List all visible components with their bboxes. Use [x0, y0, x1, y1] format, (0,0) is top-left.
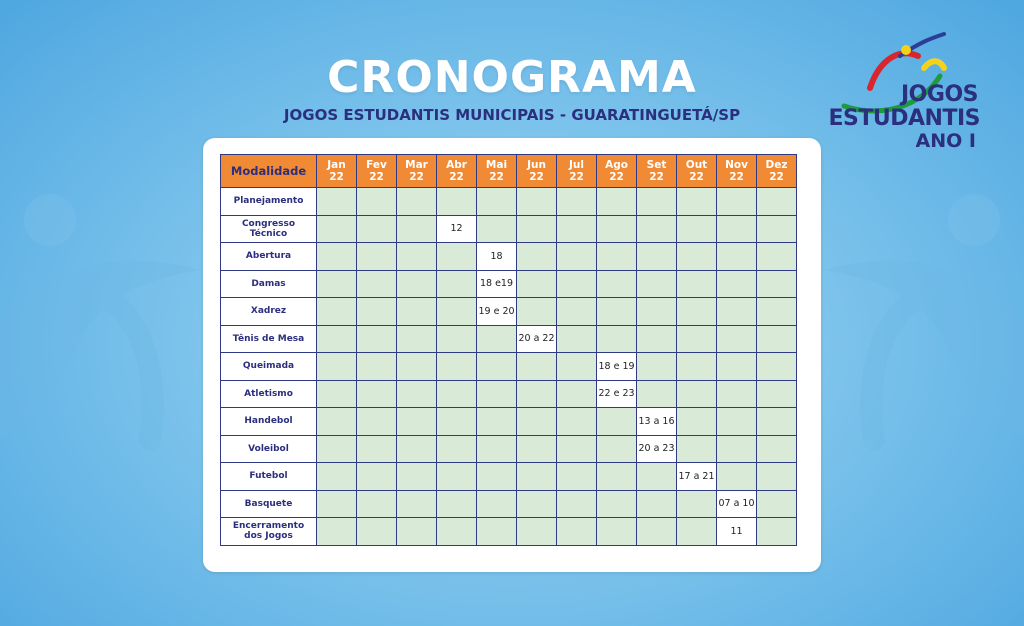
logo-line-1: JOGOS — [901, 82, 978, 107]
empty-month-cell — [637, 215, 677, 243]
modality-label — [221, 353, 317, 381]
empty-month-cell — [757, 490, 797, 518]
empty-month-cell — [677, 215, 717, 243]
empty-month-cell — [517, 243, 557, 271]
schedule-row — [221, 188, 797, 216]
empty-month-cell — [517, 270, 557, 298]
month-year: 22 — [329, 171, 344, 183]
modality-label-line: Handebol — [244, 416, 293, 427]
empty-month-cell — [677, 518, 717, 546]
month-header — [677, 155, 717, 188]
empty-month-cell — [637, 380, 677, 408]
empty-month-cell — [557, 380, 597, 408]
empty-month-cell — [357, 408, 397, 436]
empty-month-cell — [637, 270, 677, 298]
empty-month-cell — [317, 325, 357, 353]
empty-month-cell — [597, 435, 637, 463]
modality-label-line: Queimada — [242, 361, 295, 372]
empty-month-cell — [597, 408, 637, 436]
empty-month-cell — [477, 353, 517, 381]
month-year: 22 — [689, 171, 704, 183]
empty-month-cell — [717, 188, 757, 216]
modality-label — [221, 270, 317, 298]
empty-month-cell — [357, 243, 397, 271]
schedule-rows — [221, 188, 797, 546]
empty-month-cell — [677, 408, 717, 436]
empty-month-cell — [357, 435, 397, 463]
month-name: Jan — [327, 159, 346, 171]
modality-label — [221, 215, 317, 243]
empty-month-cell — [397, 490, 437, 518]
event-date-cell: 18 e 19 — [597, 353, 637, 381]
modality-label-line: Abertura — [245, 251, 292, 262]
month-year: 22 — [369, 171, 384, 183]
empty-month-cell — [757, 215, 797, 243]
empty-month-cell — [397, 325, 437, 353]
empty-month-cell — [437, 188, 477, 216]
event-date-cell: 22 e 23 — [597, 380, 637, 408]
empty-month-cell — [757, 298, 797, 326]
empty-month-cell — [637, 298, 677, 326]
month-header — [517, 155, 557, 188]
schedule-row — [221, 463, 797, 491]
modality-label — [221, 243, 317, 271]
empty-month-cell — [357, 188, 397, 216]
empty-month-cell — [717, 463, 757, 491]
empty-month-cell — [317, 518, 357, 546]
empty-month-cell — [397, 463, 437, 491]
modality-label-line: Atletismo — [244, 388, 293, 399]
event-date-cell: 20 a 23 — [637, 435, 677, 463]
empty-month-cell — [757, 435, 797, 463]
month-header — [717, 155, 757, 188]
schedule-row — [221, 270, 797, 298]
empty-month-cell — [557, 408, 597, 436]
event-date-cell: 18 e19 — [477, 270, 517, 298]
month-name: Mai — [485, 159, 508, 171]
month-name: Fev — [366, 159, 387, 171]
empty-month-cell — [317, 490, 357, 518]
empty-month-cell — [317, 298, 357, 326]
month-name: Mar — [405, 159, 428, 171]
empty-month-cell — [717, 325, 757, 353]
schedule-row — [221, 408, 797, 436]
modality-column-header: Modalidade — [221, 155, 317, 188]
empty-month-cell — [437, 298, 477, 326]
empty-month-cell — [317, 188, 357, 216]
empty-month-cell — [637, 518, 677, 546]
empty-month-cell — [397, 518, 437, 546]
empty-month-cell — [637, 243, 677, 271]
empty-month-cell — [637, 188, 677, 216]
empty-month-cell — [317, 380, 357, 408]
month-year: 22 — [649, 171, 664, 183]
empty-month-cell — [757, 325, 797, 353]
empty-month-cell — [677, 435, 717, 463]
schedule-row — [221, 215, 797, 243]
empty-month-cell — [557, 215, 597, 243]
background-athlete-figure-right — [804, 150, 1024, 450]
empty-month-cell — [757, 270, 797, 298]
modality-label-line: Tênis de Mesa — [232, 333, 305, 344]
event-date-cell: 18 — [477, 243, 517, 271]
empty-month-cell — [357, 298, 397, 326]
month-year: 22 — [609, 171, 624, 183]
empty-month-cell — [517, 463, 557, 491]
empty-month-cell — [437, 435, 477, 463]
empty-month-cell — [357, 270, 397, 298]
modality-label — [221, 325, 317, 353]
event-date-cell: 07 a 10 — [717, 490, 757, 518]
empty-month-cell — [517, 490, 557, 518]
month-header — [397, 155, 437, 188]
background-athlete-figure-left — [0, 150, 220, 450]
empty-month-cell — [477, 408, 517, 436]
event-date-cell: 17 a 21 — [677, 463, 717, 491]
empty-month-cell — [517, 380, 557, 408]
empty-month-cell — [557, 353, 597, 381]
empty-month-cell — [717, 270, 757, 298]
empty-month-cell — [397, 353, 437, 381]
empty-month-cell — [517, 298, 557, 326]
empty-month-cell — [437, 518, 477, 546]
modality-label-line: Voleibol — [248, 443, 289, 454]
empty-month-cell — [357, 463, 397, 491]
schedule-row — [221, 490, 797, 518]
empty-month-cell — [557, 490, 597, 518]
empty-month-cell — [757, 353, 797, 381]
jogos-estudantis-logo — [828, 28, 1010, 158]
schedule-row — [221, 243, 797, 271]
empty-month-cell — [637, 490, 677, 518]
modality-label-line: Técnico — [249, 228, 288, 239]
empty-month-cell — [397, 380, 437, 408]
logo-line-2: ESTUDANTIS — [828, 106, 980, 131]
month-name: Ago — [605, 159, 628, 171]
empty-month-cell — [677, 298, 717, 326]
month-name: Nov — [725, 159, 748, 171]
empty-month-cell — [317, 243, 357, 271]
modality-label-line: Congresso — [241, 218, 296, 229]
empty-month-cell — [317, 215, 357, 243]
schedule-row — [221, 518, 797, 546]
schedule-row — [221, 298, 797, 326]
empty-month-cell — [477, 435, 517, 463]
empty-month-cell — [597, 270, 637, 298]
empty-month-cell — [437, 243, 477, 271]
month-year: 22 — [489, 171, 504, 183]
empty-month-cell — [757, 518, 797, 546]
empty-month-cell — [637, 353, 677, 381]
empty-month-cell — [757, 380, 797, 408]
event-date-cell: 12 — [437, 215, 477, 243]
empty-month-cell — [637, 325, 677, 353]
empty-month-cell — [597, 188, 637, 216]
empty-month-cell — [437, 270, 477, 298]
month-name: Out — [685, 159, 708, 171]
empty-month-cell — [717, 243, 757, 271]
empty-month-cell — [437, 408, 477, 436]
empty-month-cell — [677, 188, 717, 216]
month-name: Set — [646, 159, 667, 171]
empty-month-cell — [477, 490, 517, 518]
empty-month-cell — [477, 215, 517, 243]
empty-month-cell — [677, 380, 717, 408]
month-header — [597, 155, 637, 188]
empty-month-cell — [677, 490, 717, 518]
empty-month-cell — [517, 188, 557, 216]
modality-label-line: Basquete — [244, 498, 293, 509]
empty-month-cell — [477, 188, 517, 216]
schedule-row — [221, 380, 797, 408]
modality-label-line: Encerramento — [232, 521, 305, 532]
empty-month-cell — [717, 435, 757, 463]
empty-month-cell — [557, 188, 597, 216]
empty-month-cell — [517, 518, 557, 546]
modality-label — [221, 188, 317, 216]
empty-month-cell — [517, 435, 557, 463]
page-title: CRONOGRAMA — [327, 52, 697, 103]
month-name: Jun — [527, 159, 546, 171]
month-header — [437, 155, 477, 188]
empty-month-cell — [477, 325, 517, 353]
modality-label — [221, 380, 317, 408]
empty-month-cell — [477, 463, 517, 491]
modality-label-line: Futebol — [249, 471, 288, 482]
empty-month-cell — [437, 490, 477, 518]
empty-month-cell — [757, 408, 797, 436]
empty-month-cell — [757, 243, 797, 271]
month-year: 22 — [729, 171, 744, 183]
empty-month-cell — [757, 188, 797, 216]
month-header — [477, 155, 517, 188]
schedule-row — [221, 435, 797, 463]
empty-month-cell — [397, 270, 437, 298]
empty-month-cell — [437, 325, 477, 353]
modality-label-line: Planejamento — [233, 196, 304, 207]
empty-month-cell — [557, 325, 597, 353]
schedule-row — [221, 325, 797, 353]
empty-month-cell — [357, 518, 397, 546]
empty-month-cell — [397, 408, 437, 436]
empty-month-cell — [597, 325, 637, 353]
empty-month-cell — [517, 353, 557, 381]
empty-month-cell — [557, 270, 597, 298]
empty-month-cell — [437, 353, 477, 381]
modality-label-line: Damas — [251, 278, 286, 289]
month-year: 22 — [769, 171, 784, 183]
month-year: 22 — [569, 171, 584, 183]
month-name: Dez — [765, 159, 788, 171]
empty-month-cell — [557, 298, 597, 326]
modality-label — [221, 298, 317, 326]
modality-label — [221, 463, 317, 491]
month-header — [557, 155, 597, 188]
empty-month-cell — [477, 518, 517, 546]
modality-label — [221, 490, 317, 518]
empty-month-cell — [597, 298, 637, 326]
empty-month-cell — [397, 188, 437, 216]
modality-label — [221, 435, 317, 463]
empty-month-cell — [557, 463, 597, 491]
empty-month-cell — [717, 380, 757, 408]
empty-month-cell — [717, 298, 757, 326]
empty-month-cell — [597, 518, 637, 546]
empty-month-cell — [357, 215, 397, 243]
month-header — [317, 155, 357, 188]
month-year: 22 — [529, 171, 544, 183]
month-year: 22 — [449, 171, 464, 183]
empty-month-cell — [317, 463, 357, 491]
empty-month-cell — [397, 435, 437, 463]
empty-month-cell — [717, 353, 757, 381]
logo-line-3: ANO I — [915, 130, 976, 152]
empty-month-cell — [317, 408, 357, 436]
empty-month-cell — [357, 490, 397, 518]
page-subtitle: JOGOS ESTUDANTIS MUNICIPAIS - GUARATINGUETÁ/SP — [283, 106, 741, 124]
event-date-cell: 11 — [717, 518, 757, 546]
empty-month-cell — [677, 243, 717, 271]
empty-month-cell — [517, 215, 557, 243]
empty-month-cell — [477, 380, 517, 408]
month-header — [357, 155, 397, 188]
empty-month-cell — [317, 270, 357, 298]
empty-month-cell — [397, 243, 437, 271]
modality-label-line: dos Jogos — [244, 531, 293, 542]
empty-month-cell — [717, 215, 757, 243]
empty-month-cell — [357, 325, 397, 353]
empty-month-cell — [397, 298, 437, 326]
month-header — [637, 155, 677, 188]
empty-month-cell — [597, 243, 637, 271]
empty-month-cell — [637, 463, 677, 491]
month-name: Jul — [569, 159, 584, 171]
empty-month-cell — [437, 463, 477, 491]
empty-month-cell — [437, 380, 477, 408]
empty-month-cell — [557, 435, 597, 463]
empty-month-cell — [557, 243, 597, 271]
empty-month-cell — [317, 435, 357, 463]
month-header-row — [221, 155, 797, 188]
modality-label-line: Xadrez — [250, 306, 287, 317]
empty-month-cell — [677, 353, 717, 381]
event-date-cell: 19 e 20 — [477, 298, 517, 326]
empty-month-cell — [317, 353, 357, 381]
modality-label — [221, 518, 317, 546]
empty-month-cell — [677, 325, 717, 353]
event-date-cell: 13 a 16 — [637, 408, 677, 436]
empty-month-cell — [557, 518, 597, 546]
empty-month-cell — [357, 380, 397, 408]
empty-month-cell — [517, 408, 557, 436]
schedule-table — [220, 154, 797, 546]
empty-month-cell — [597, 215, 637, 243]
empty-month-cell — [397, 215, 437, 243]
empty-month-cell — [677, 270, 717, 298]
schedule-card — [203, 138, 821, 572]
empty-month-cell — [357, 353, 397, 381]
schedule-row — [221, 353, 797, 381]
empty-month-cell — [597, 490, 637, 518]
modality-label — [221, 408, 317, 436]
empty-month-cell — [597, 463, 637, 491]
event-date-cell: 20 a 22 — [517, 325, 557, 353]
month-header — [757, 155, 797, 188]
month-name: Abr — [446, 159, 467, 171]
empty-month-cell — [757, 463, 797, 491]
empty-month-cell — [717, 408, 757, 436]
month-year: 22 — [409, 171, 424, 183]
